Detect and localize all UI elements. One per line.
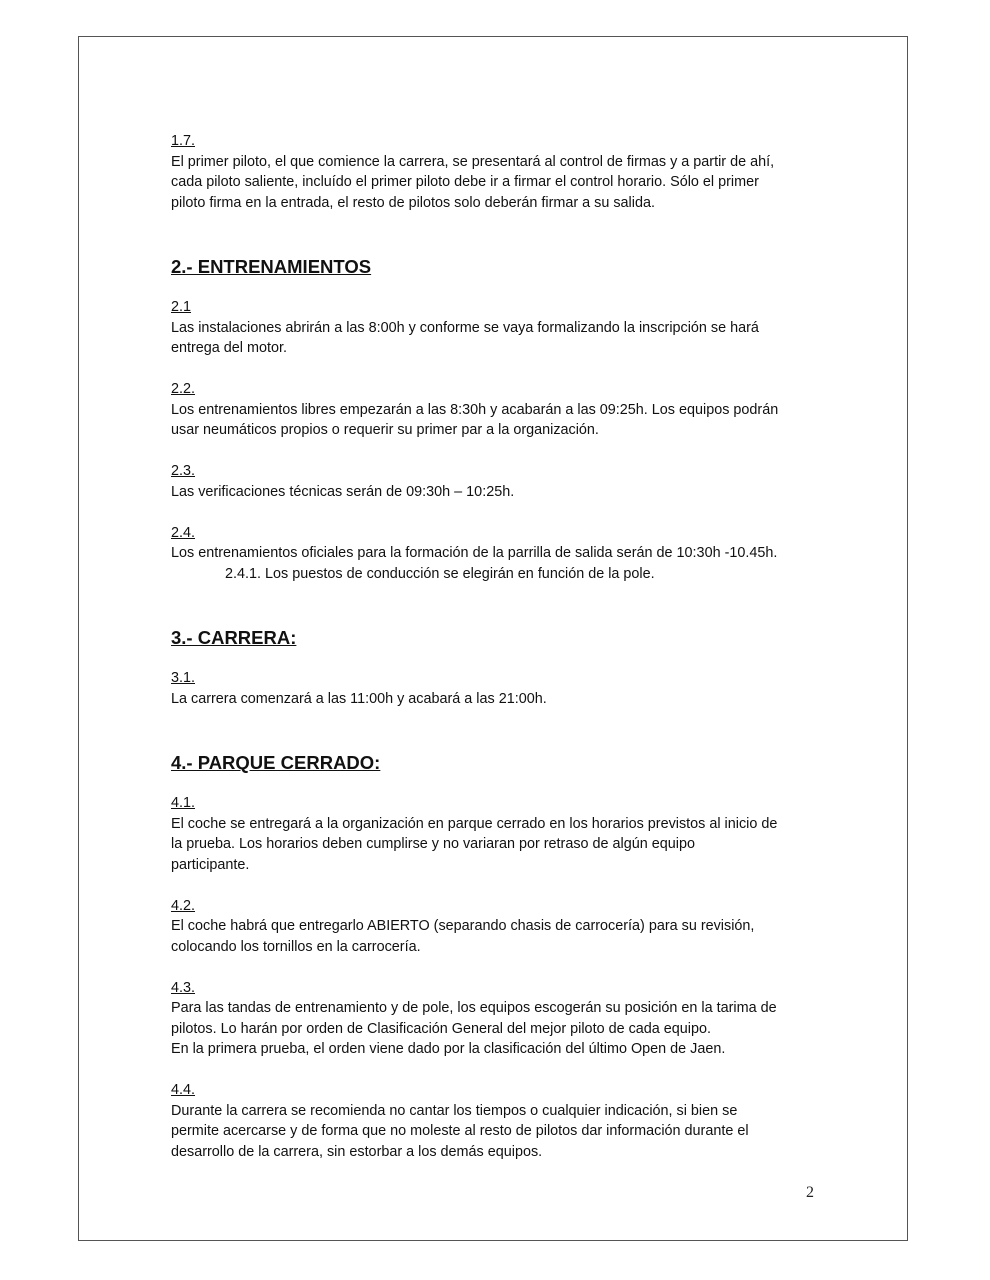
document-body (171, 131, 831, 1162)
clause-text: Las verificaciones técnicas serán de 09:30h – 10:25h. (171, 483, 515, 500)
clause-number: 4.3. (171, 979, 196, 996)
clause-text: El coche habrá que entregarlo ABIERTO (separando chasis de carrocería) para su revisión, colocando los tornillos en la carrocería. (171, 918, 755, 955)
clause-text: Durante la carrera se recomienda no cantar los tiempos o cualquier indicación, si bien se permite acercarse y de forma que no moleste al resto de pilotos dar información durante el desarrollo de la carrera, sin estorbar a los demás equipos. (171, 1102, 749, 1160)
clause-number: 4.2. (171, 897, 196, 914)
clause-text: El coche se entregará a la organización en parque cerrado en los horarios previstos al inicio de la prueba. Los horarios deben cumplirse y no variaran por retraso de algún equipo participante. (171, 815, 778, 873)
clause-number: 1.7. (171, 133, 196, 149)
section-heading-entrenamientos: 2.- ENTRENAMIENTOS (171, 256, 372, 277)
clause-number: 4.1. (171, 795, 196, 811)
clause-number: 4.4. (171, 1082, 196, 1098)
sub-clause-text: 2.4.1. Los puestos de conducción se elegirán en función de la pole. (225, 565, 655, 582)
clause-text: Los entrenamientos oficiales para la formación de la parrilla de salida serán de 10:30h -10.45h. (171, 545, 778, 561)
section-heading-carrera: 3.- CARRERA: (171, 627, 297, 648)
clause-number: 2.1 (171, 299, 192, 315)
clause-number: 2.4. (171, 524, 196, 541)
clause-number: 3.1. (171, 670, 196, 686)
clause-number: 2.3. (171, 463, 196, 479)
clause-text: Las instalaciones abrirán a las 8:00h y conforme se vaya formalizando la inscripción se hará entrega del motor. (171, 319, 759, 356)
clause-number: 2.2. (171, 381, 196, 397)
clause-text: Los entrenamientos libres empezarán a las 8:30h y acabarán a las 09:25h. Los equipos podrán usar neumáticos propios o requerir su primer par a la organización. (171, 401, 779, 438)
page-number: 2 (806, 1184, 814, 1201)
clause-text: La carrera comenzará a las 11:00h y acabará a las 21:00h. (171, 690, 547, 707)
section-heading-parque-cerrado: 4.- PARQUE CERRADO: (171, 752, 381, 773)
clause-text: El primer piloto, el que comience la carrera, se presentará al control de firmas y a partir de ahí, cada piloto saliente, incluído el primer piloto debe ir a firmar el control horario. Sólo el primer piloto firma en la entrada, el resto de pilotos solo deberán firmar a su salida. (171, 153, 775, 211)
clause-text: Para las tandas de entrenamiento y de pole, los equipos escogerán su posición en la tarima de pilotos. Lo harán por orden de Clasificación General del mejor piloto de cada equipo. En la primera prueba, el orden viene dado por la clasificación del último Open de Jaen. (171, 1000, 777, 1057)
